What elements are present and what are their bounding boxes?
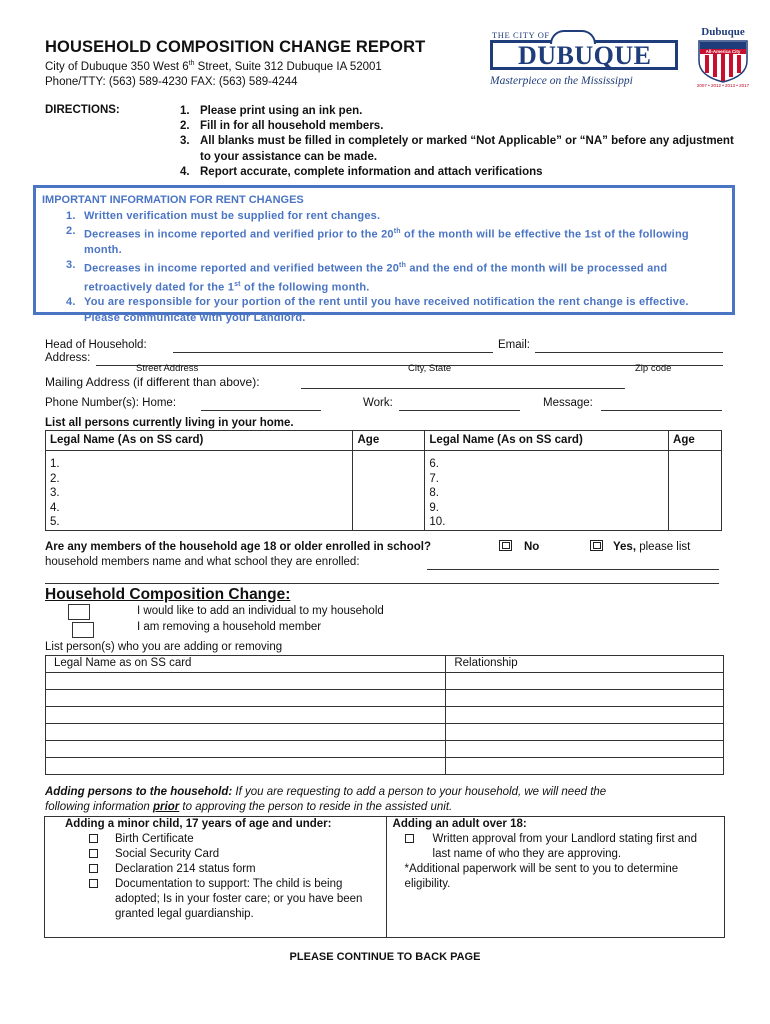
- all-america-city-shield: Dubuque All-America City 2007 • 2012 • 2013 • 2017: [696, 26, 750, 88]
- relationship-cell[interactable]: [446, 758, 724, 775]
- adult-note: *Additional paperwork will be sent to you to determine eligibility.: [404, 863, 679, 890]
- head-of-household-label: Head of Household:: [45, 339, 147, 351]
- message-phone-field[interactable]: [601, 397, 722, 411]
- important-item: 1. Written verification must be supplied for rent changes.: [66, 210, 381, 222]
- table-row[interactable]: 7.: [425, 472, 669, 487]
- checkbox-icon[interactable]: [89, 834, 98, 843]
- directions-list: [180, 104, 740, 180]
- important-item: 4. You are responsible for your portion of the rent until you have received notification the rent change is effective. Please communicate with your Landlord.: [66, 296, 689, 324]
- persons-change-table: [45, 655, 724, 775]
- mailing-address-label: Mailing Address (if different than above):: [45, 375, 260, 389]
- col-legal-name: Legal Name (As on SS card): [46, 431, 353, 451]
- minor-title: Adding a minor child, 17 years of age and under:: [65, 818, 332, 830]
- age-cell[interactable]: [353, 515, 425, 530]
- table-row[interactable]: [46, 673, 446, 690]
- email-field[interactable]: [535, 339, 723, 353]
- directions-label: DIRECTIONS:: [45, 104, 120, 116]
- direction-item: 1. Please print using an ink pen.: [180, 105, 363, 117]
- list-persons-label: List person(s) who you are adding or removing: [45, 641, 283, 653]
- col-legal-name: Legal Name (As on SS card): [425, 431, 669, 451]
- minor-requirements: [45, 817, 387, 938]
- composition-heading: Household Composition Change:: [45, 586, 291, 603]
- table-row[interactable]: 6.: [425, 451, 669, 472]
- work-phone-label: Work:: [363, 397, 393, 409]
- school-names-field[interactable]: [427, 556, 719, 570]
- head-of-household-field[interactable]: [173, 339, 493, 353]
- col-relationship: Relationship: [446, 656, 724, 673]
- phone-home-label: Phone Number(s): Home:: [45, 397, 177, 409]
- continue-note: PLEASE CONTINUE TO BACK PAGE: [289, 951, 481, 963]
- col-age: Age: [669, 431, 722, 451]
- relationship-cell[interactable]: [446, 707, 724, 724]
- important-title: IMPORTANT INFORMATION FOR RENT CHANGES: [42, 194, 304, 206]
- table-row[interactable]: [46, 690, 446, 707]
- adding-intro-line2: following information prior to approving the person to reside in the assisted unit.: [45, 801, 453, 813]
- relationship-cell[interactable]: [446, 741, 724, 758]
- add-individual-label: I would like to add an individual to my household: [137, 605, 384, 617]
- email-label: Email:: [498, 339, 530, 351]
- city-caption: City, State: [408, 363, 452, 374]
- members-intro: List all persons currently living in your home.: [45, 417, 294, 429]
- list-item: Birth Certificate: [115, 833, 194, 845]
- school-names-label: household members name and what school they are enrolled:: [45, 556, 360, 568]
- mailing-address-field[interactable]: [301, 375, 625, 389]
- direction-item: 4. Report accurate, complete information and attach verifications: [180, 165, 543, 178]
- table-row[interactable]: 4.: [46, 501, 353, 516]
- checkbox-icon[interactable]: [405, 834, 414, 843]
- age-cell[interactable]: [669, 451, 722, 472]
- list-item: Social Security Card: [115, 848, 220, 860]
- table-row[interactable]: [46, 724, 446, 741]
- remove-member-checkbox[interactable]: [72, 622, 94, 638]
- table-row[interactable]: 3.: [46, 486, 353, 501]
- address-label: Address:: [45, 352, 91, 364]
- table-row[interactable]: 10.: [425, 515, 669, 530]
- message-phone-label: Message:: [543, 397, 593, 409]
- school-question: Are any members of the household age 18 or older enrolled in school?: [45, 541, 431, 553]
- phone-home-field[interactable]: [201, 397, 321, 411]
- age-cell[interactable]: [669, 515, 722, 530]
- age-cell[interactable]: [353, 472, 425, 487]
- requirements-table: [44, 816, 725, 938]
- table-row[interactable]: [46, 707, 446, 724]
- list-item: Documentation to support: The child is being adopted; Is in your foster care; or you have been granted legal guardianship.: [115, 878, 363, 920]
- checkbox-icon[interactable]: [89, 849, 98, 858]
- age-cell[interactable]: [353, 501, 425, 516]
- age-cell[interactable]: [353, 486, 425, 501]
- col-name: Legal Name as on SS card: [46, 656, 446, 673]
- relationship-cell[interactable]: [446, 673, 724, 690]
- table-row[interactable]: [46, 758, 446, 775]
- col-age: Age: [353, 431, 425, 451]
- remove-member-label: I am removing a household member: [137, 621, 322, 633]
- table-row[interactable]: 8.: [425, 486, 669, 501]
- table-row[interactable]: 5.: [46, 515, 353, 530]
- office-address: City of Dubuque 350 West 6th Street, Suite 312 Dubuque IA 52001: [45, 60, 382, 73]
- school-no-checkbox[interactable]: [499, 540, 512, 551]
- table-row[interactable]: 9.: [425, 501, 669, 516]
- adult-title: Adding an adult over 18:: [392, 818, 527, 830]
- table-row[interactable]: 2.: [46, 472, 353, 487]
- list-item: Declaration 214 status form: [115, 863, 256, 875]
- direction-item: 2. Fill in for all household members.: [180, 120, 384, 133]
- adding-intro: Adding persons to the household: If you are requesting to add a person to your household, we will need the: [45, 786, 607, 798]
- direction-item: 3. All blanks must be filled in completely or marked “Not Applicable” or “NA” before any adjustment to your assistance can be made.: [180, 135, 734, 163]
- age-cell[interactable]: [353, 451, 425, 472]
- relationship-cell[interactable]: [446, 690, 724, 707]
- list-item: Written approval from your Landlord stating first and last name of who they are approving.: [432, 833, 697, 860]
- important-item: 3. Decreases in income reported and verified between the 20th and the end of the month will be processed and retroactively dated for the 1st of the following month.: [66, 258, 668, 294]
- school-yes-checkbox[interactable]: [590, 540, 603, 551]
- shield-icon: [697, 39, 749, 83]
- add-individual-checkbox[interactable]: [68, 604, 90, 620]
- checkbox-icon[interactable]: [89, 879, 98, 888]
- table-row[interactable]: 1.: [46, 451, 353, 472]
- important-item: 2. Decreases in income reported and verified prior to the 20th of the month will be effective the 1st of the following month.: [66, 225, 689, 256]
- school-yes-label: Yes, please list: [613, 541, 691, 553]
- zip-caption: Zip code: [635, 363, 672, 374]
- page-title: HOUSEHOLD COMPOSITION CHANGE REPORT: [45, 38, 426, 56]
- table-row[interactable]: [46, 741, 446, 758]
- office-phone: Phone/TTY: (563) 589-4230 FAX: (563) 589-4244: [45, 76, 298, 88]
- work-phone-field[interactable]: [399, 397, 520, 411]
- age-cell[interactable]: [669, 472, 722, 487]
- svg-text:All-America City: All-America City: [705, 49, 741, 54]
- adult-requirements: [386, 817, 724, 938]
- important-info-box: [33, 185, 735, 324]
- age-cell[interactable]: [669, 501, 722, 516]
- street-caption: Street Address: [136, 363, 199, 374]
- household-members-table: [45, 430, 722, 531]
- school-no-label: No: [524, 541, 540, 553]
- school-names-field-line2[interactable]: [45, 571, 719, 584]
- relationship-cell[interactable]: [446, 724, 724, 741]
- city-of-dubuque-logo: THE CITY OF DUBUQUE Masterpiece on the Mississippi: [490, 30, 680, 92]
- checkbox-icon[interactable]: [89, 864, 98, 873]
- age-cell[interactable]: [669, 486, 722, 501]
